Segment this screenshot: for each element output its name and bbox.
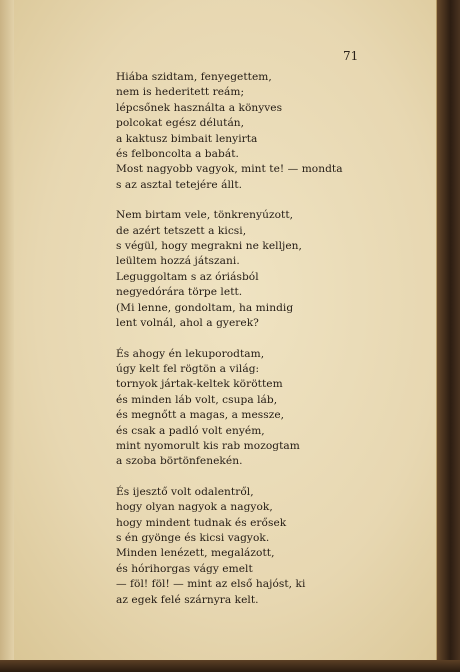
poem-line: mint nyomorult kis rab mozogtam — [116, 439, 300, 452]
poem-line: tornyok jártak-keltek köröttem — [116, 378, 283, 391]
poem-line: s én gyönge és kicsi vagyok. — [116, 531, 270, 544]
stanza — [116, 70, 406, 193]
poem-line: s végül, hogy megrakni ne kelljen, — [116, 240, 302, 253]
stanza — [116, 208, 406, 331]
poem-line: lent volnál, ahol a gyerek? — [116, 317, 259, 330]
poem-line: leültem hozzá játszani. — [116, 255, 240, 268]
poem-line: az egek felé szárnyra kelt. — [116, 593, 259, 606]
stanza — [116, 485, 406, 608]
poem-line: hogy olyan nagyok a nagyok, — [116, 501, 273, 514]
poem-line: hogy mindent tudnak és erősek — [116, 516, 287, 529]
book-bottom-edge — [0, 660, 460, 672]
poem-line: nem is hederitett reám; — [116, 86, 245, 99]
poem-line: Minden lenézett, megalázott, — [116, 547, 275, 560]
poem-line: s az asztal tetejére állt. — [116, 178, 243, 191]
poem-line: Most nagyobb vagyok, mint te! — mondta — [116, 163, 343, 176]
poem-line: negyedórára törpe lett. — [116, 286, 243, 299]
poem-line: És ijesztő volt odalentről, — [116, 485, 254, 498]
poem-line: és megnőtt a magas, a messze, — [116, 409, 285, 422]
poem-line: de azért tetszett a kicsi, — [116, 224, 247, 237]
poem-line: Leguggoltam s az óriásból — [116, 270, 259, 283]
poem-line: polcokat egész délután, — [116, 117, 245, 130]
poem-line: (Mi lenne, gondoltam, ha mindig — [116, 301, 294, 314]
poem-line: Nem birtam vele, tönkrenyúzott, — [116, 209, 294, 222]
poem-line: És ahogy én lekuporodtam, — [116, 347, 265, 360]
poem-line: a kaktusz bimbait lenyirta — [116, 132, 258, 145]
page-number: 71 — [343, 49, 359, 63]
poem-line: és csak a padló volt enyém, — [116, 424, 265, 437]
poem-line: és hórihorgas vágy emelt — [116, 562, 253, 575]
poem-line: — föl! föl! — mint az első hajóst, ki — [116, 578, 306, 591]
poem-line: úgy kelt fel rögtön a világ: — [116, 362, 260, 375]
stanza — [116, 347, 406, 470]
poem-line: és minden láb volt, csupa láb, — [116, 393, 278, 406]
poem-line: a szoba börtönfenekén. — [116, 455, 243, 468]
poem-line: és felboncolta a babát. — [116, 148, 239, 161]
poem-text — [116, 70, 406, 623]
page-spine-shadow — [0, 0, 14, 660]
poem-line: Hiába szidtam, fenyegettem, — [116, 71, 272, 83]
book-edge — [436, 0, 460, 672]
poem-line: lépcsőnek használta a könyves — [116, 101, 283, 114]
